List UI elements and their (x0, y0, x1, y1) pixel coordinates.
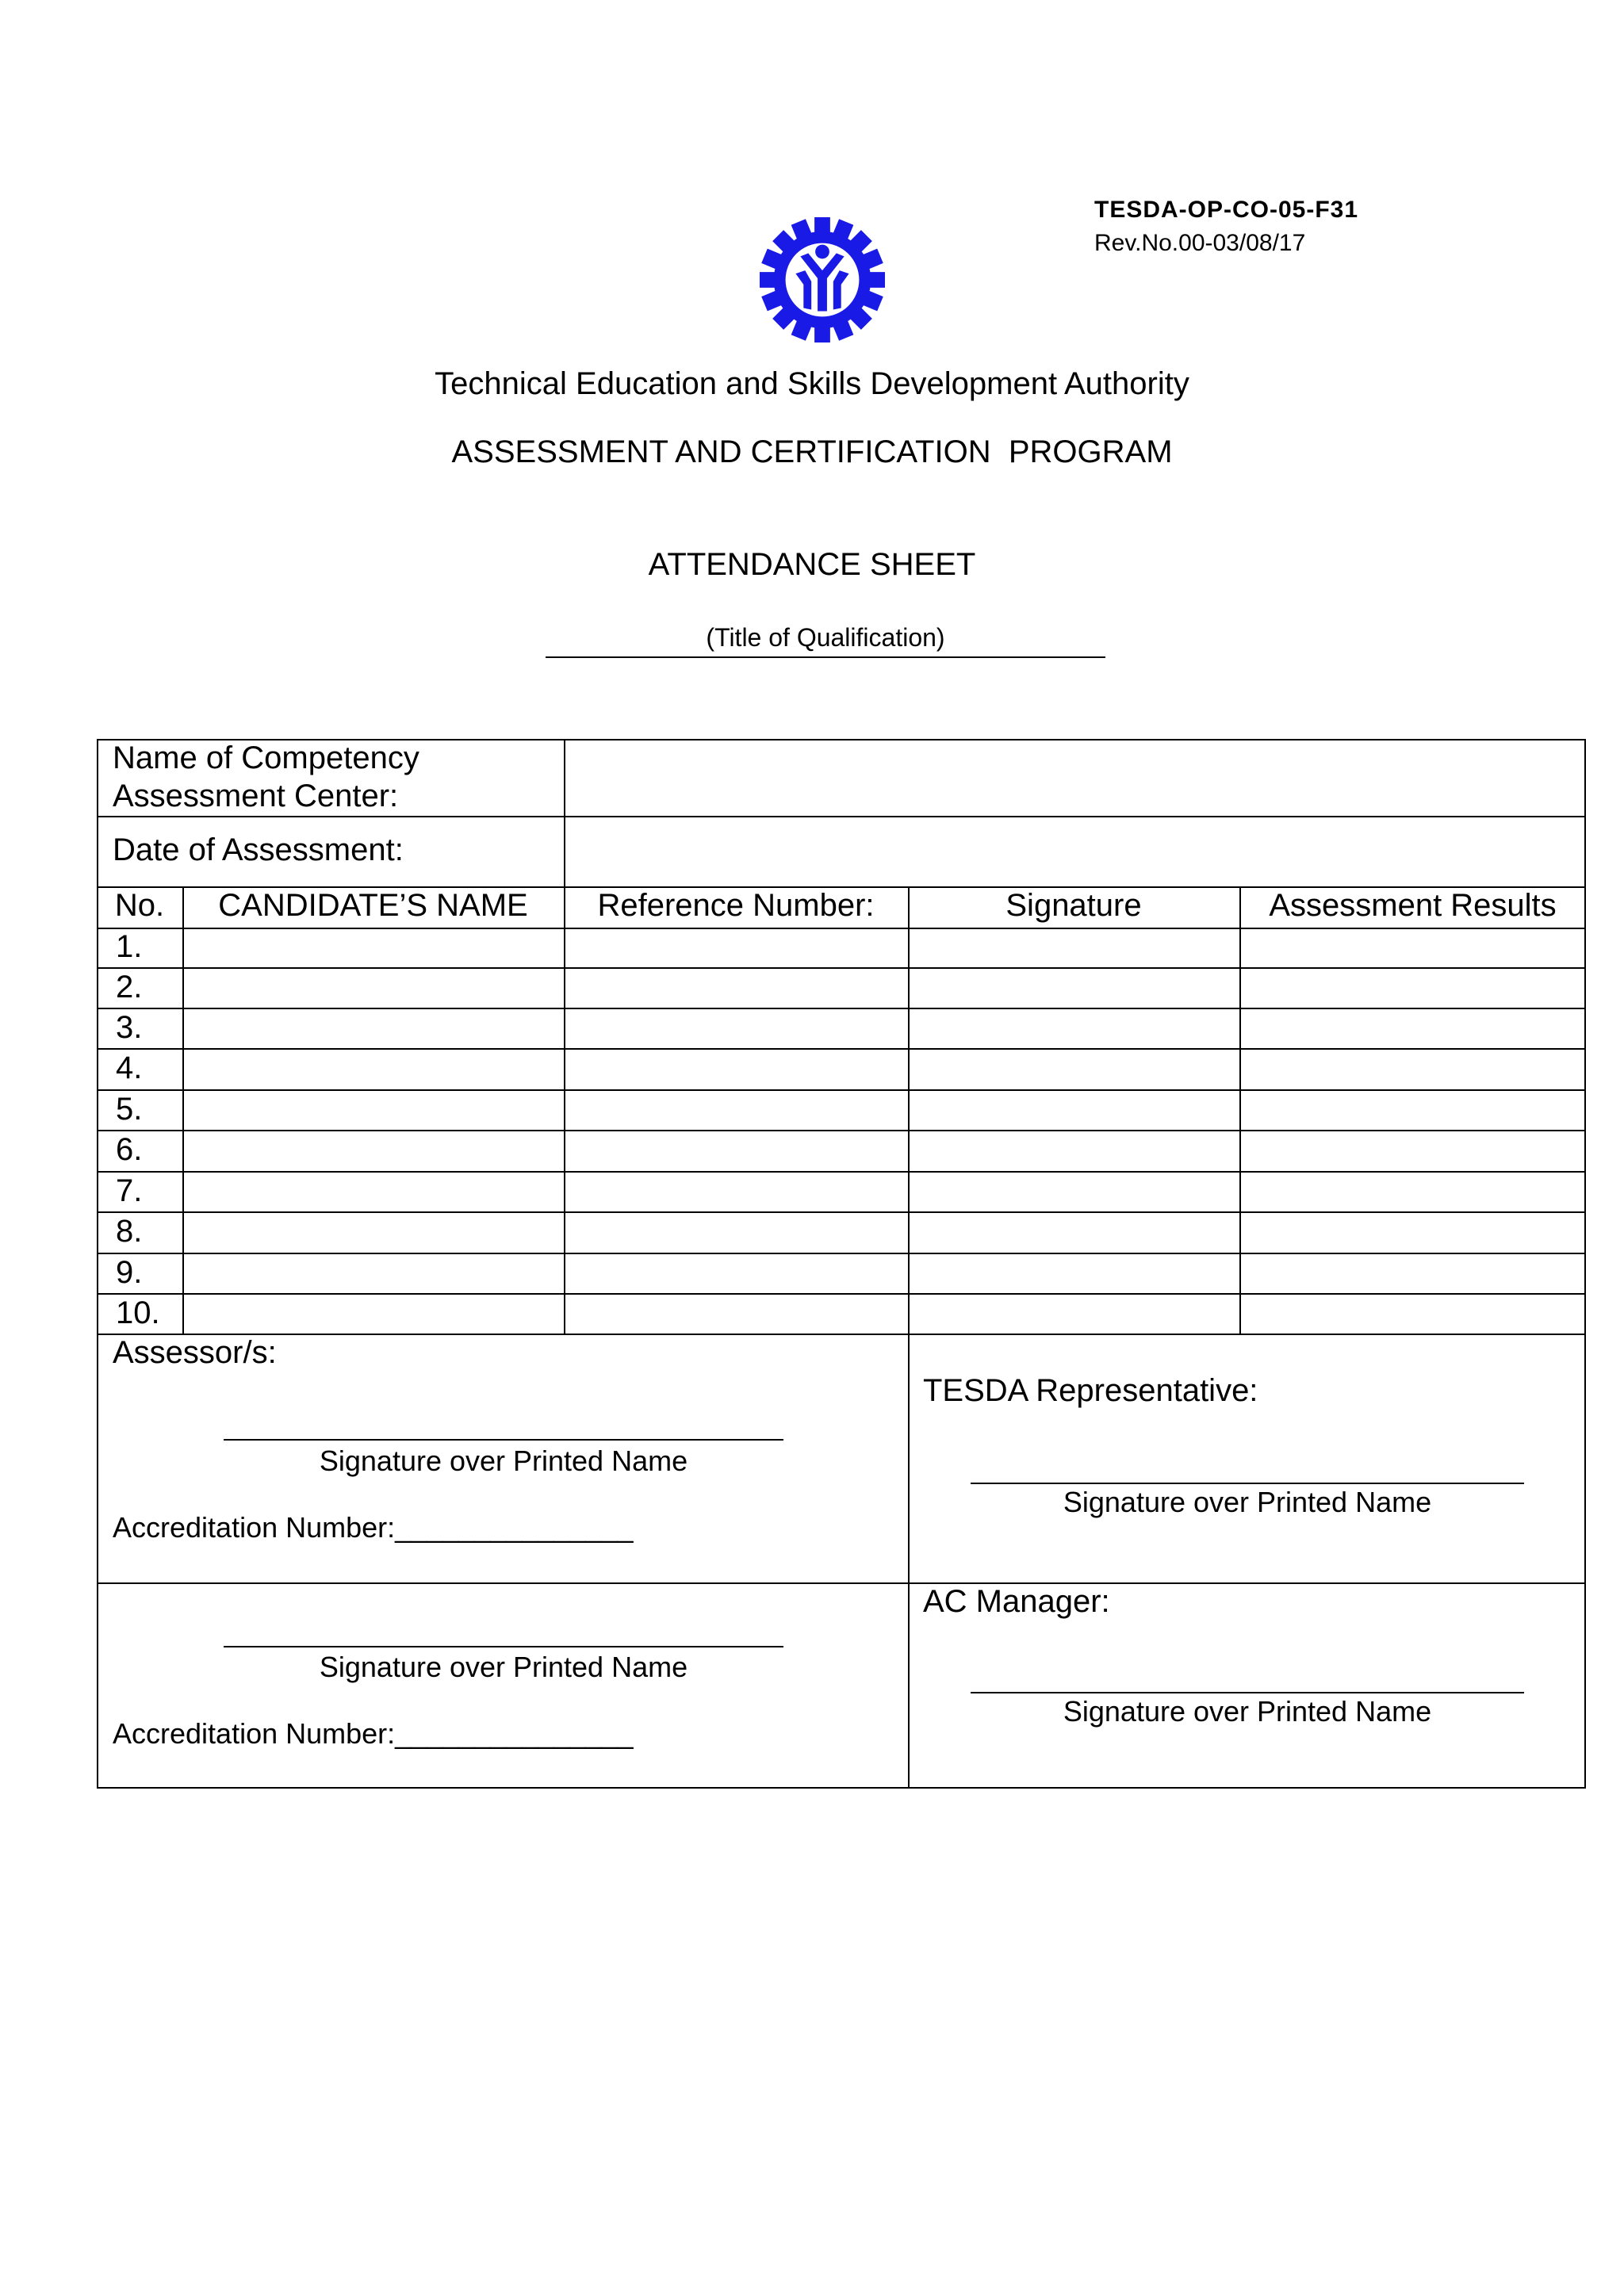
center-name-field[interactable] (565, 740, 1584, 815)
assessor-1-accreditation-label: Accreditation Number:_______________ (113, 1511, 634, 1544)
table-row-number: 6. (116, 1132, 143, 1167)
table-row-number: 3. (116, 1010, 143, 1045)
col-header-reference-number: Reference Number: (597, 888, 875, 923)
assessor-label: Assessor/s: (113, 1335, 277, 1370)
center-label-line2: Assessment Center: (113, 779, 399, 813)
assessor-1-signature-caption: Signature over Printed Name (319, 1445, 688, 1477)
tesda-rep-signature-line[interactable] (971, 1483, 1524, 1484)
assessor-1-signature-line[interactable] (224, 1439, 783, 1441)
table-row-number: 2. (116, 970, 143, 1004)
agency-name: Technical Education and Skills Development Authority (435, 366, 1189, 401)
sheet-title: ATTENDANCE SHEET (648, 547, 976, 582)
assessor-2-signature-line[interactable] (224, 1646, 783, 1647)
center-label-line1: Name of Competency (113, 740, 419, 775)
tesda-rep-label: TESDA Representative: (923, 1373, 1258, 1408)
ac-manager-signature-caption: Signature over Printed Name (1063, 1695, 1432, 1728)
table-row-number: 8. (116, 1214, 143, 1249)
col-header-candidate-name: CANDIDATE’S NAME (218, 888, 528, 923)
qualification-placeholder: (Title of Qualification) (706, 623, 945, 652)
tesda-rep-signature-caption: Signature over Printed Name (1063, 1486, 1432, 1518)
form-code: TESDA-OP-CO-05-F31 (1094, 197, 1359, 223)
qualification-title-field[interactable] (546, 620, 1105, 658)
col-header-signature: Signature (1005, 888, 1142, 923)
form-revision: Rev.No.00-03/08/17 (1094, 230, 1306, 256)
table-row-number: 7. (116, 1173, 143, 1208)
ac-manager-label: AC Manager: (923, 1584, 1110, 1619)
table-row-number: 5. (116, 1092, 143, 1127)
col-header-no: No. (114, 888, 165, 923)
col-header-assessment-results: Assessment Results (1269, 888, 1557, 923)
table-row-number: 9. (116, 1255, 143, 1290)
table-row-number: 10. (116, 1295, 160, 1330)
assessor-2-signature-caption: Signature over Printed Name (319, 1651, 688, 1683)
assessor-2-accreditation-label: Accreditation Number:_______________ (113, 1717, 634, 1750)
tesda-gear-logo-icon (760, 216, 885, 344)
date-label: Date of Assessment: (113, 832, 404, 867)
table-row-number: 4. (116, 1050, 143, 1085)
table-row-number: 1. (116, 929, 143, 964)
date-field[interactable] (565, 817, 1584, 886)
program-name: ASSESSMENT AND CERTIFICATION PROGRAM (451, 434, 1173, 469)
ac-manager-signature-line[interactable] (971, 1692, 1524, 1693)
